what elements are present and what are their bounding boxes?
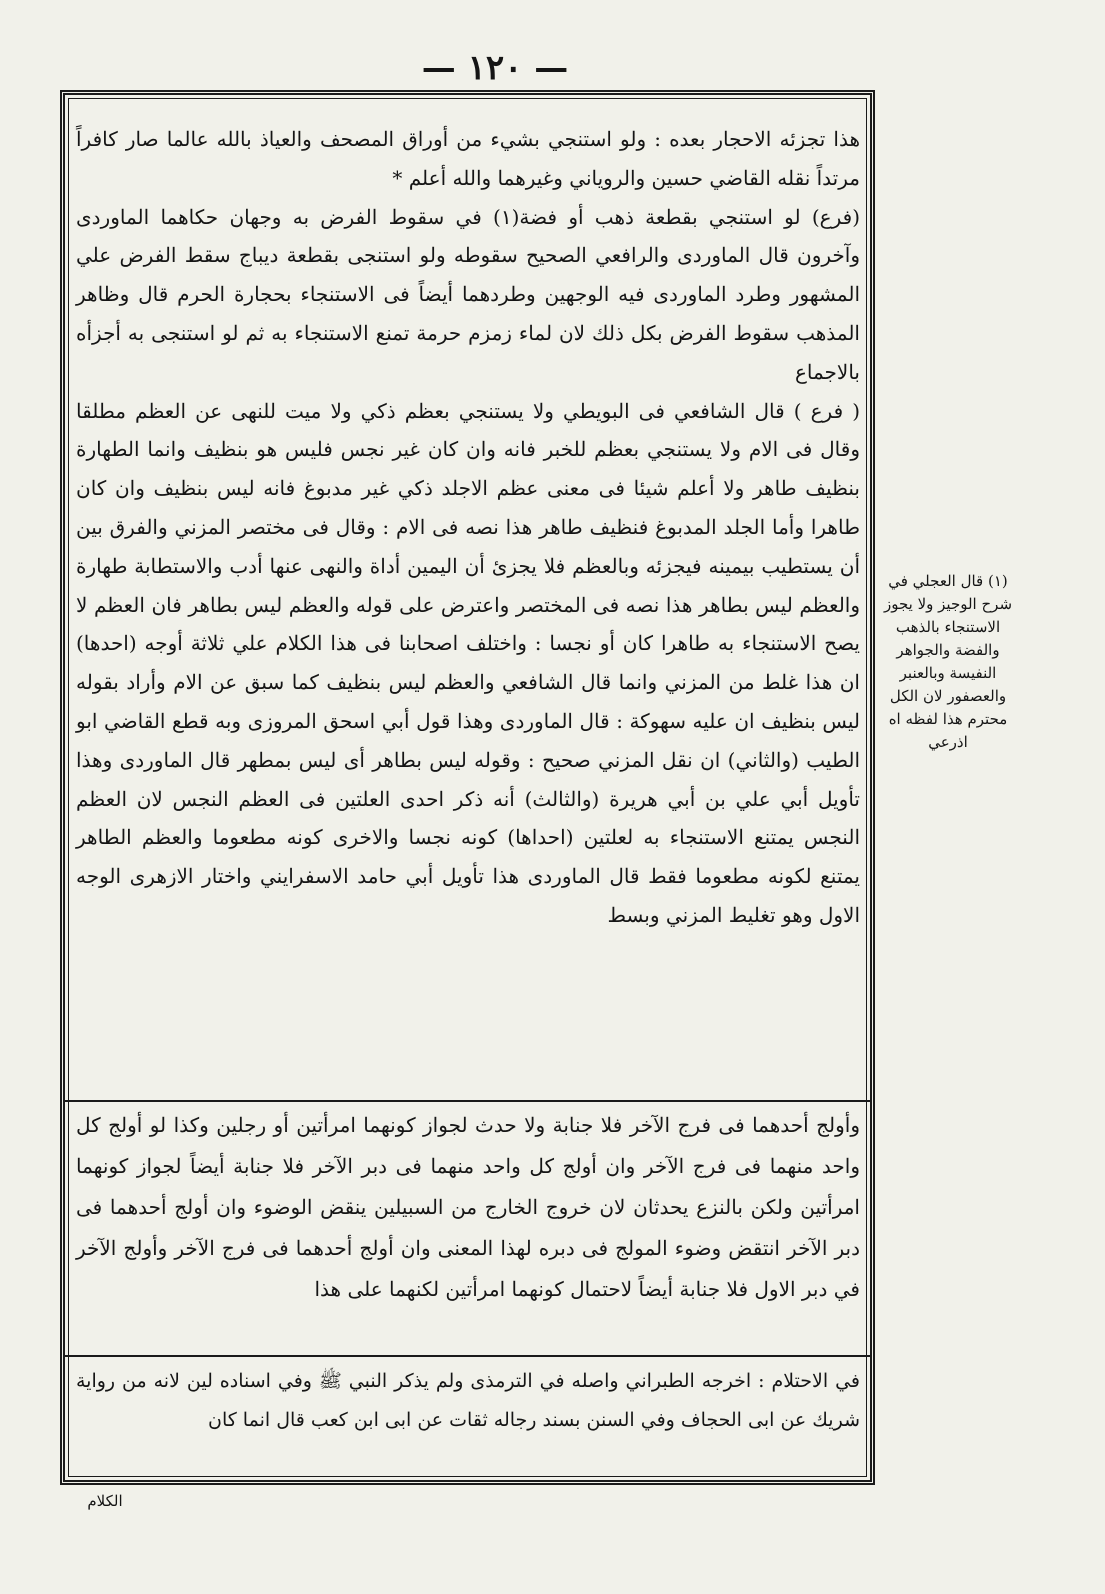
footnote-divider-upper — [64, 1100, 871, 1102]
footnote-divider-lower — [64, 1355, 871, 1357]
footnote-upper: وأولج أحدهما فى فرج الآخر فلا جنابة ولا حدث لجواز كونهما امرأتين أو رجلين وكذا لو أولج كل واحد منهما فى فرج الآخر وان أولج كل واحد منهما فى دبر الآخر فلا جنابة أيضاً لجواز كونهما امرأتين ولكن بالنزع يحدثان لان خروج الخارج من السبيلين ينقض الوضوء وان أولج أحدهما فى دبر الآخر انتقض وضوء المولج فى دبره لهذا المعنى وان أولج أحدهما فى فرج الآخر وأولج الآخر في دبر الاول فلا جنابة أيضاً لاحتمال كونهما امرأتين لكنهما على هذا — [76, 1113, 860, 1301]
footnote-lower: في الاحتلام : اخرجه الطبراني واصله في الترمذى ولم يذكر النبي ﷺ وفي اسناده لين لانه من رواية شريك عن ابى الحجاف وفي السنن بسند رجاله ثقات عن ابى ابن كعب قال انما كان — [76, 1370, 860, 1431]
catchword: الكلام — [87, 1492, 123, 1510]
page-number: — ١٢٠ — — [421, 48, 569, 88]
paragraph-2: (فرع) لو استنجي بقطعة ذهب أو فضة(١) في سقوط الفرض به وجهان حكاهما الماوردى وآخرون قال الماوردى والرافعي الصحيح سقوطه ولو استنجى بقطعة ديباج سقط الفرض علي المشهور وطرد الماوردى فيه الوجهين وطردهما أيضاً فى الاستنجاء بحجارة الحرم قال وظاهر المذهب سقوط الفرض بكل ذلك لان لماء زمزم حرمة تمنع الاستنجاء به ثم لو استنجى به أجزأه بالاجماع — [76, 204, 860, 384]
main-text — [76, 120, 860, 935]
paragraph-1: هذا تجزئه الاحجار بعده : ولو استنجي بشيء من أوراق المصحف والعياذ بالله عالما صار كافراً مرتداً نقله القاضي حسين والروياني وغيرهما والله أعلم * — [76, 127, 860, 190]
paragraph-3: ( فرع ) قال الشافعي فى البويطي ولا يستنجي بعظم ذكي ولا ميت للنهى عن العظم مطلقا وقال فى الام ولا يستنجي بعظم للخبر فانه وان كان غير نجس فليس هو بنظيف وانما الطهارة بنظيف طاهر ولا أعلم شيئا فى معنى عظم الاجلد ذكي غير مدبوغ فانه ليس بنظيف وان كان طاهرا وأما الجلد المدبوغ فنظيف طاهر هذا نصه فى الام : وقال فى مختصر المزني والفرق بين أن يستطيب بيمينه فيجزئه وبالعظم فلا يجزئ أن اليمين أداة والنهى عنها أدب والاستطابة طهارة والعظم ليس بطاهر هذا نصه فى المختصر واعترض على قوله والعظم ليس بطاهر فان العظم لا يصح الاستنجاء به طاهرا كان أو نجسا : واختلف اصحابنا فى هذا الكلام علي ثلاثة أوجه (احدها) ان هذا غلط من المزني وانما قال الشافعي والعظم ليس بنظيف كما سبق عن الام وأراد بقوله ليس بنظيف ان عليه سهوكة : قال الماوردى وهذا قول أبي اسحق المروزى وبه قطع القاضي ابو الطيب (والثاني) ان نقل المزني صحيح : وقوله ليس بطاهر أى ليس بمطهر قال الماوردى وهذا تأويل أبي علي بن أبي هريرة (والثالث) أنه ذكر احدى العلتين فى العظم النجس لان العظم النجس يمتنع الاستنجاء به لعلتين (احداها) كونه نجسا والاخرى كونه مطعوما والعظم الطاهر يمتنع لكونه مطعوما فقط قال الماوردى هذا تأويل أبي حامد الاسفرايني واختار الازهرى الوجه الاول وهو تغليط المزني وبسط — [76, 398, 860, 927]
margin-note: (١) قال العجلي في شرح الوجيز ولا يجوز الاستنجاء بالذهب والفضة والجواهر النفيسة وبالعنبر والعصفور لان الكل محترم هذا لفظه اه اذرعي — [883, 572, 1013, 751]
